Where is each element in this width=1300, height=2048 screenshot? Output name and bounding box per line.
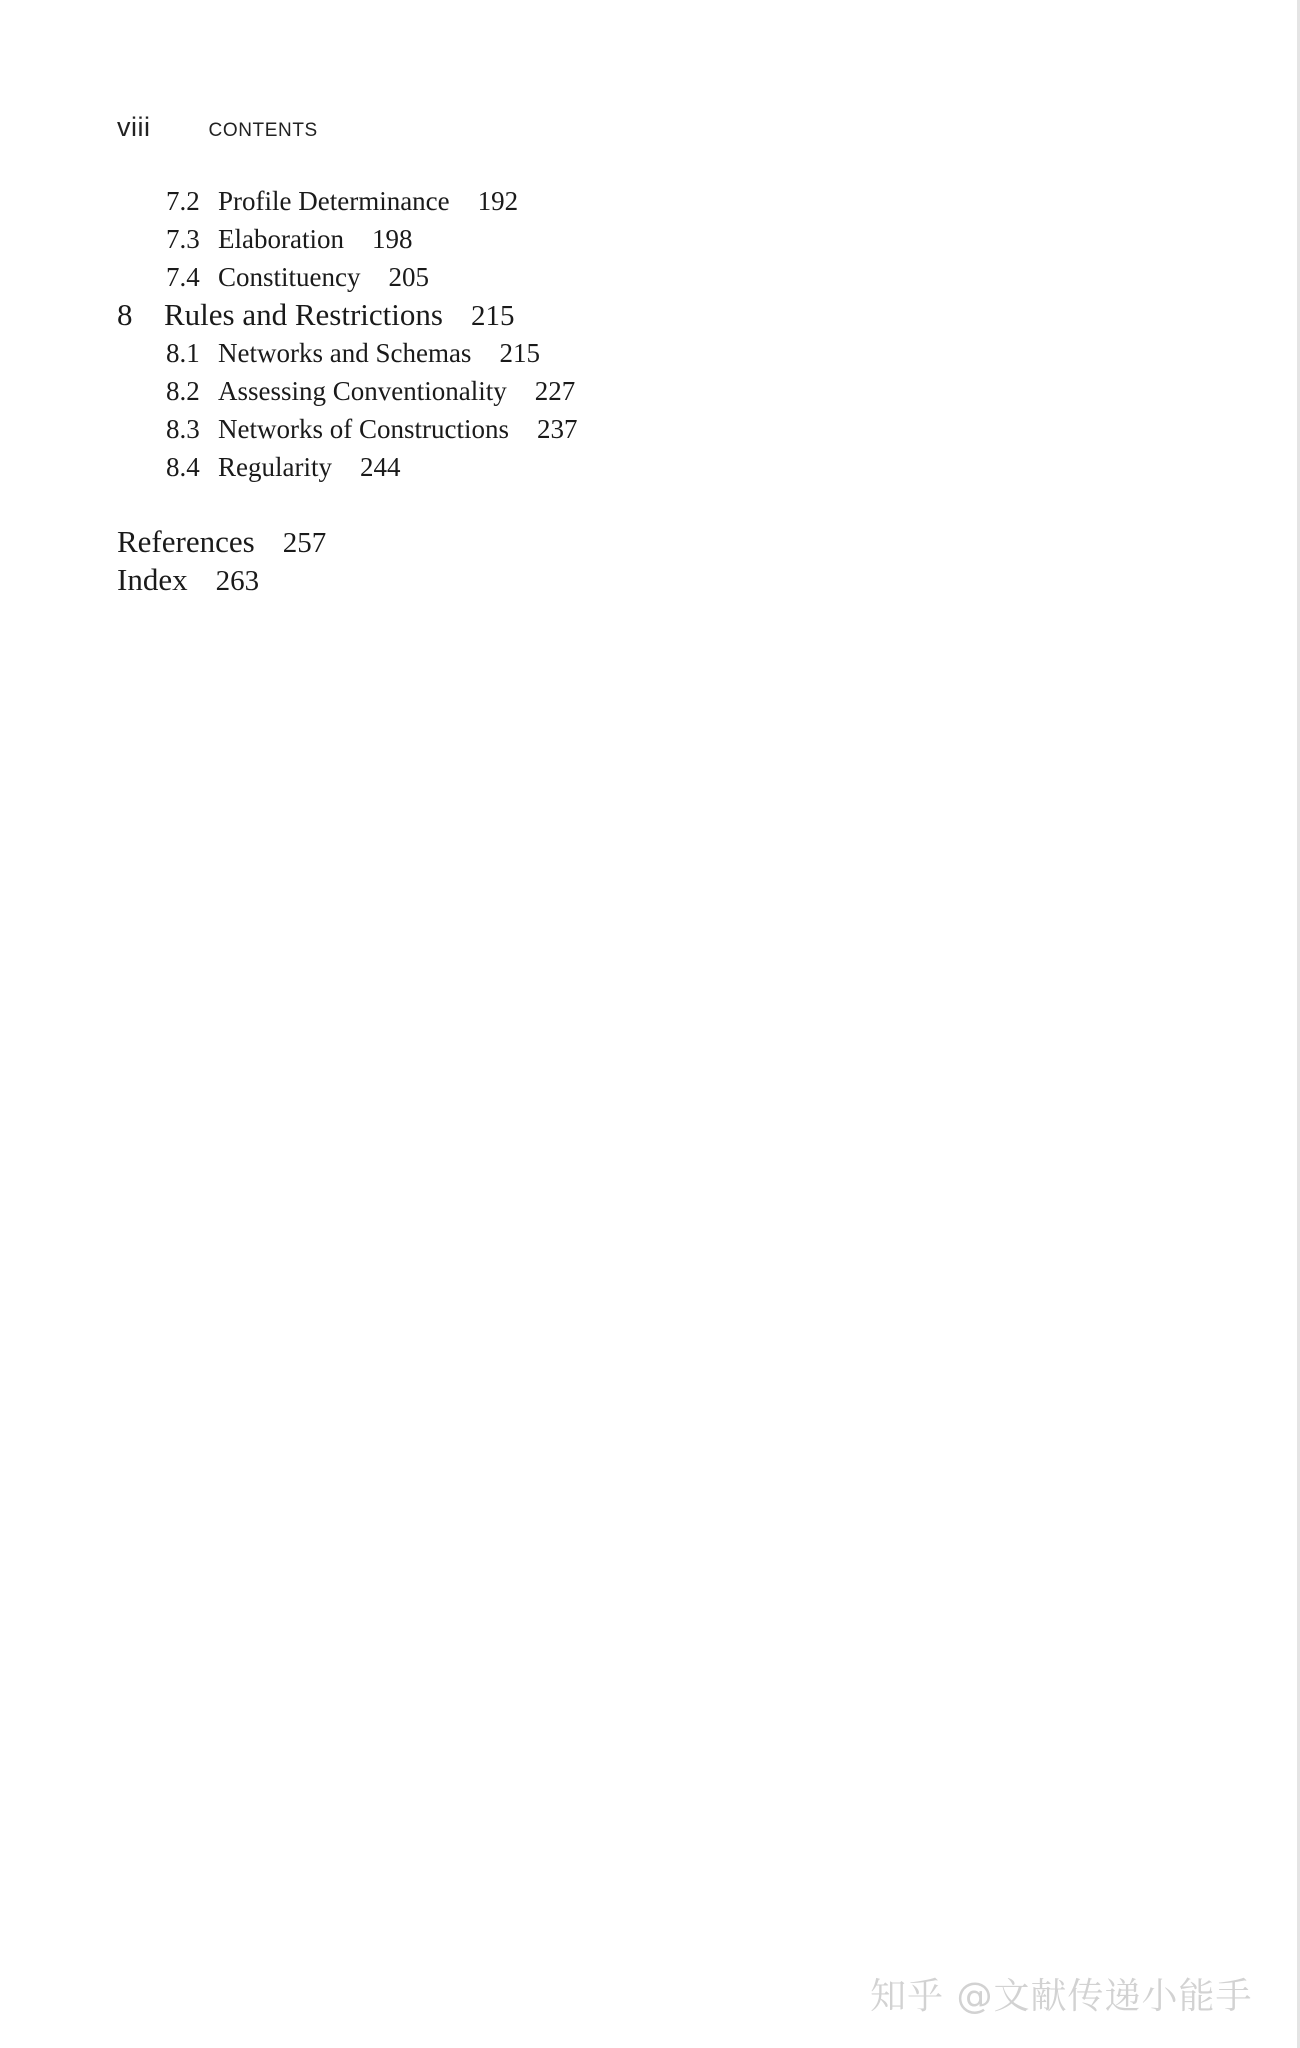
toc-entry-title: Constituency xyxy=(218,262,361,292)
toc-entry-page: 227 xyxy=(534,376,576,406)
running-head xyxy=(117,112,318,152)
toc-chapter-page: 215 xyxy=(470,300,515,332)
toc-entry-number: 7.2 xyxy=(166,186,200,216)
toc-chapter-8 xyxy=(117,297,514,333)
toc-entry-7-3 xyxy=(166,224,412,255)
toc-entry-page: 205 xyxy=(388,262,429,292)
toc-backmatter-page: 263 xyxy=(215,565,260,597)
toc-entry-number: 7.3 xyxy=(166,224,200,254)
toc-entry-number: 8.1 xyxy=(166,338,200,368)
toc-entry-number: 8.4 xyxy=(166,452,200,482)
toc-entry-8-3 xyxy=(166,414,577,445)
toc-entry-page: 244 xyxy=(359,452,401,482)
toc-backmatter-title: References xyxy=(117,524,255,559)
toc-entry-8-2 xyxy=(166,376,575,407)
toc-entry-title: Profile Determinance xyxy=(218,186,450,216)
running-title: CONTENTS xyxy=(208,120,318,141)
toc-entry-title: Assessing Conventionality xyxy=(218,376,507,406)
toc-backmatter-page: 257 xyxy=(282,527,327,559)
toc-entry-page: 192 xyxy=(477,186,519,216)
page-folio: viii xyxy=(117,112,151,142)
toc-entry-title: Networks and Schemas xyxy=(218,338,472,368)
toc-entry-title: Regularity xyxy=(218,452,332,482)
toc-entry-title: Networks of Constructions xyxy=(218,414,509,444)
toc-entry-number: 8.3 xyxy=(166,414,200,444)
toc-chapter-number: 8 xyxy=(117,297,133,332)
toc-entry-number: 7.4 xyxy=(166,262,200,292)
toc-entry-8-1 xyxy=(166,338,540,369)
toc-chapter-title: Rules and Restrictions xyxy=(164,297,443,332)
toc-entry-title: Elaboration xyxy=(218,224,344,254)
toc-entry-page: 215 xyxy=(499,338,540,368)
watermark-text: 知乎 @文献传递小能手 xyxy=(870,1976,1253,2017)
toc-entry-number: 8.2 xyxy=(166,376,200,406)
toc-index xyxy=(117,562,259,598)
toc-backmatter-title: Index xyxy=(117,562,188,597)
toc-references xyxy=(117,524,326,560)
toc-entry-page: 237 xyxy=(536,414,578,444)
toc-entry-page: 198 xyxy=(371,224,413,254)
toc-entry-7-2 xyxy=(166,186,518,217)
toc-entry-7-4 xyxy=(166,262,429,293)
toc-entry-8-4 xyxy=(166,452,400,483)
